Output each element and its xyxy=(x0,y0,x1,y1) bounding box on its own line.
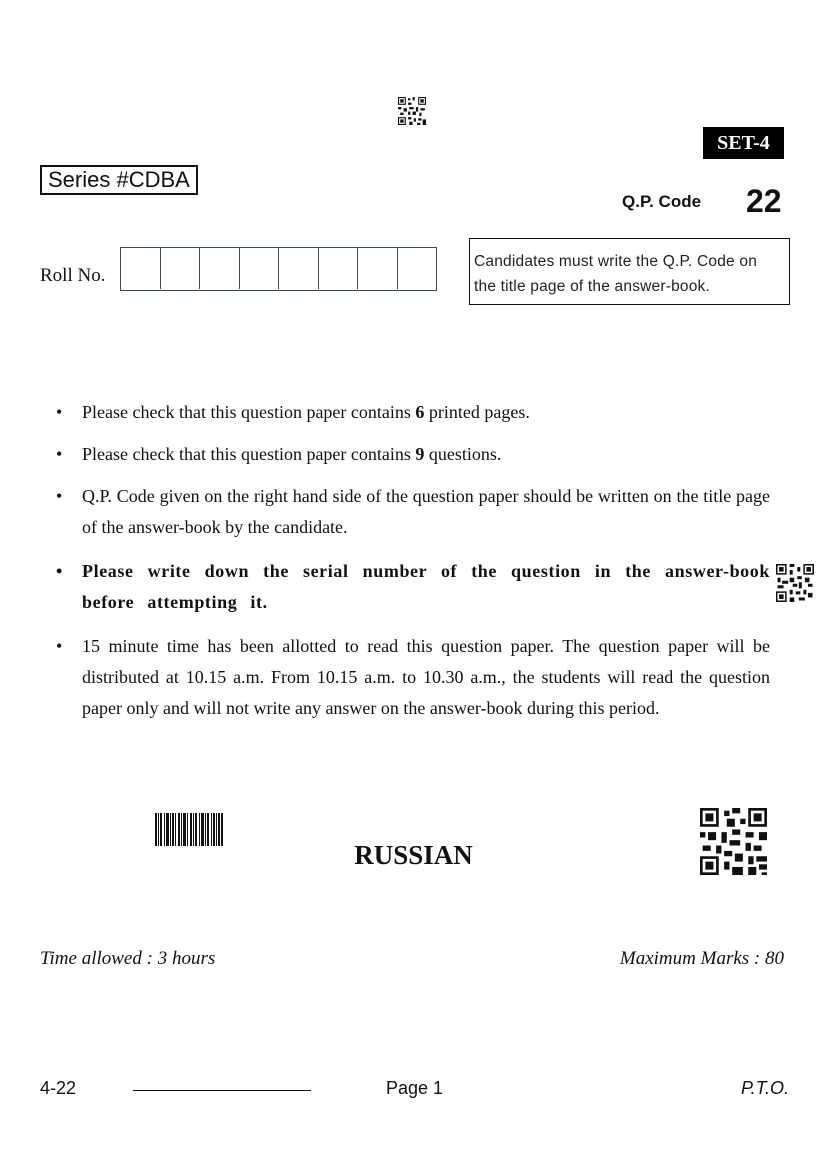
maximum-marks: Maximum Marks : 80 xyxy=(619,948,784,969)
large-qr-code-icon xyxy=(700,808,767,875)
footer-page-number: Page 1 xyxy=(386,1078,444,1098)
roll-number-box[interactable] xyxy=(279,248,319,289)
footer-paper-code: 4-22 xyxy=(40,1078,77,1098)
roll-number-box[interactable] xyxy=(161,248,201,289)
top-qr-code-icon xyxy=(398,97,426,125)
time-allowed: Time allowed : 3 hours xyxy=(40,948,216,969)
qp-code-label: Q.P. Code xyxy=(622,192,702,211)
roll-number-box[interactable] xyxy=(121,248,161,289)
candidate-note-line: Candidates must write the Q.P. Code on xyxy=(474,253,758,270)
roll-number-boxes[interactable] xyxy=(120,247,437,291)
roll-number-box[interactable] xyxy=(358,248,398,289)
qp-code-value: 22 xyxy=(746,183,782,219)
footer-divider xyxy=(133,1090,311,1091)
roll-number-box[interactable] xyxy=(240,248,280,289)
instruction-item: • Q.P. Code given on the right hand side of the question paper should be written on the title page of the answer-book by the candidate. xyxy=(56,481,770,543)
instruction-item: • 15 minute time has been allotted to read this question paper. The question paper will be distributed at 10.15 a.m. From 10.15 a.m. to 10.30 a.m., the students will read the question paper only and will not write any answer on the answer-book during this period. xyxy=(56,631,770,724)
side-qr-code-icon xyxy=(776,564,814,602)
candidate-note-box xyxy=(469,238,790,305)
instruction-item: • Please check that this question paper contains 9 questions. xyxy=(56,439,770,470)
roll-number-label: Roll No. xyxy=(40,265,106,286)
roll-number-box[interactable] xyxy=(200,248,240,289)
roll-number-box[interactable] xyxy=(319,248,359,289)
instructions-list xyxy=(56,397,770,737)
roll-number-box[interactable] xyxy=(398,248,437,289)
subject-title: RUSSIAN xyxy=(354,840,473,870)
set-badge: SET-4 xyxy=(703,127,784,159)
footer-pto: P.T.O. xyxy=(740,1078,789,1098)
candidate-note-line: the title page of the answer-book. xyxy=(474,278,711,295)
instruction-item: • Please write down the serial number of the question in the answer-book before attempting it. xyxy=(56,556,770,618)
instruction-item: • Please check that this question paper contains 6 printed pages. xyxy=(56,397,770,428)
series-label: Series #CDBA xyxy=(40,165,198,195)
